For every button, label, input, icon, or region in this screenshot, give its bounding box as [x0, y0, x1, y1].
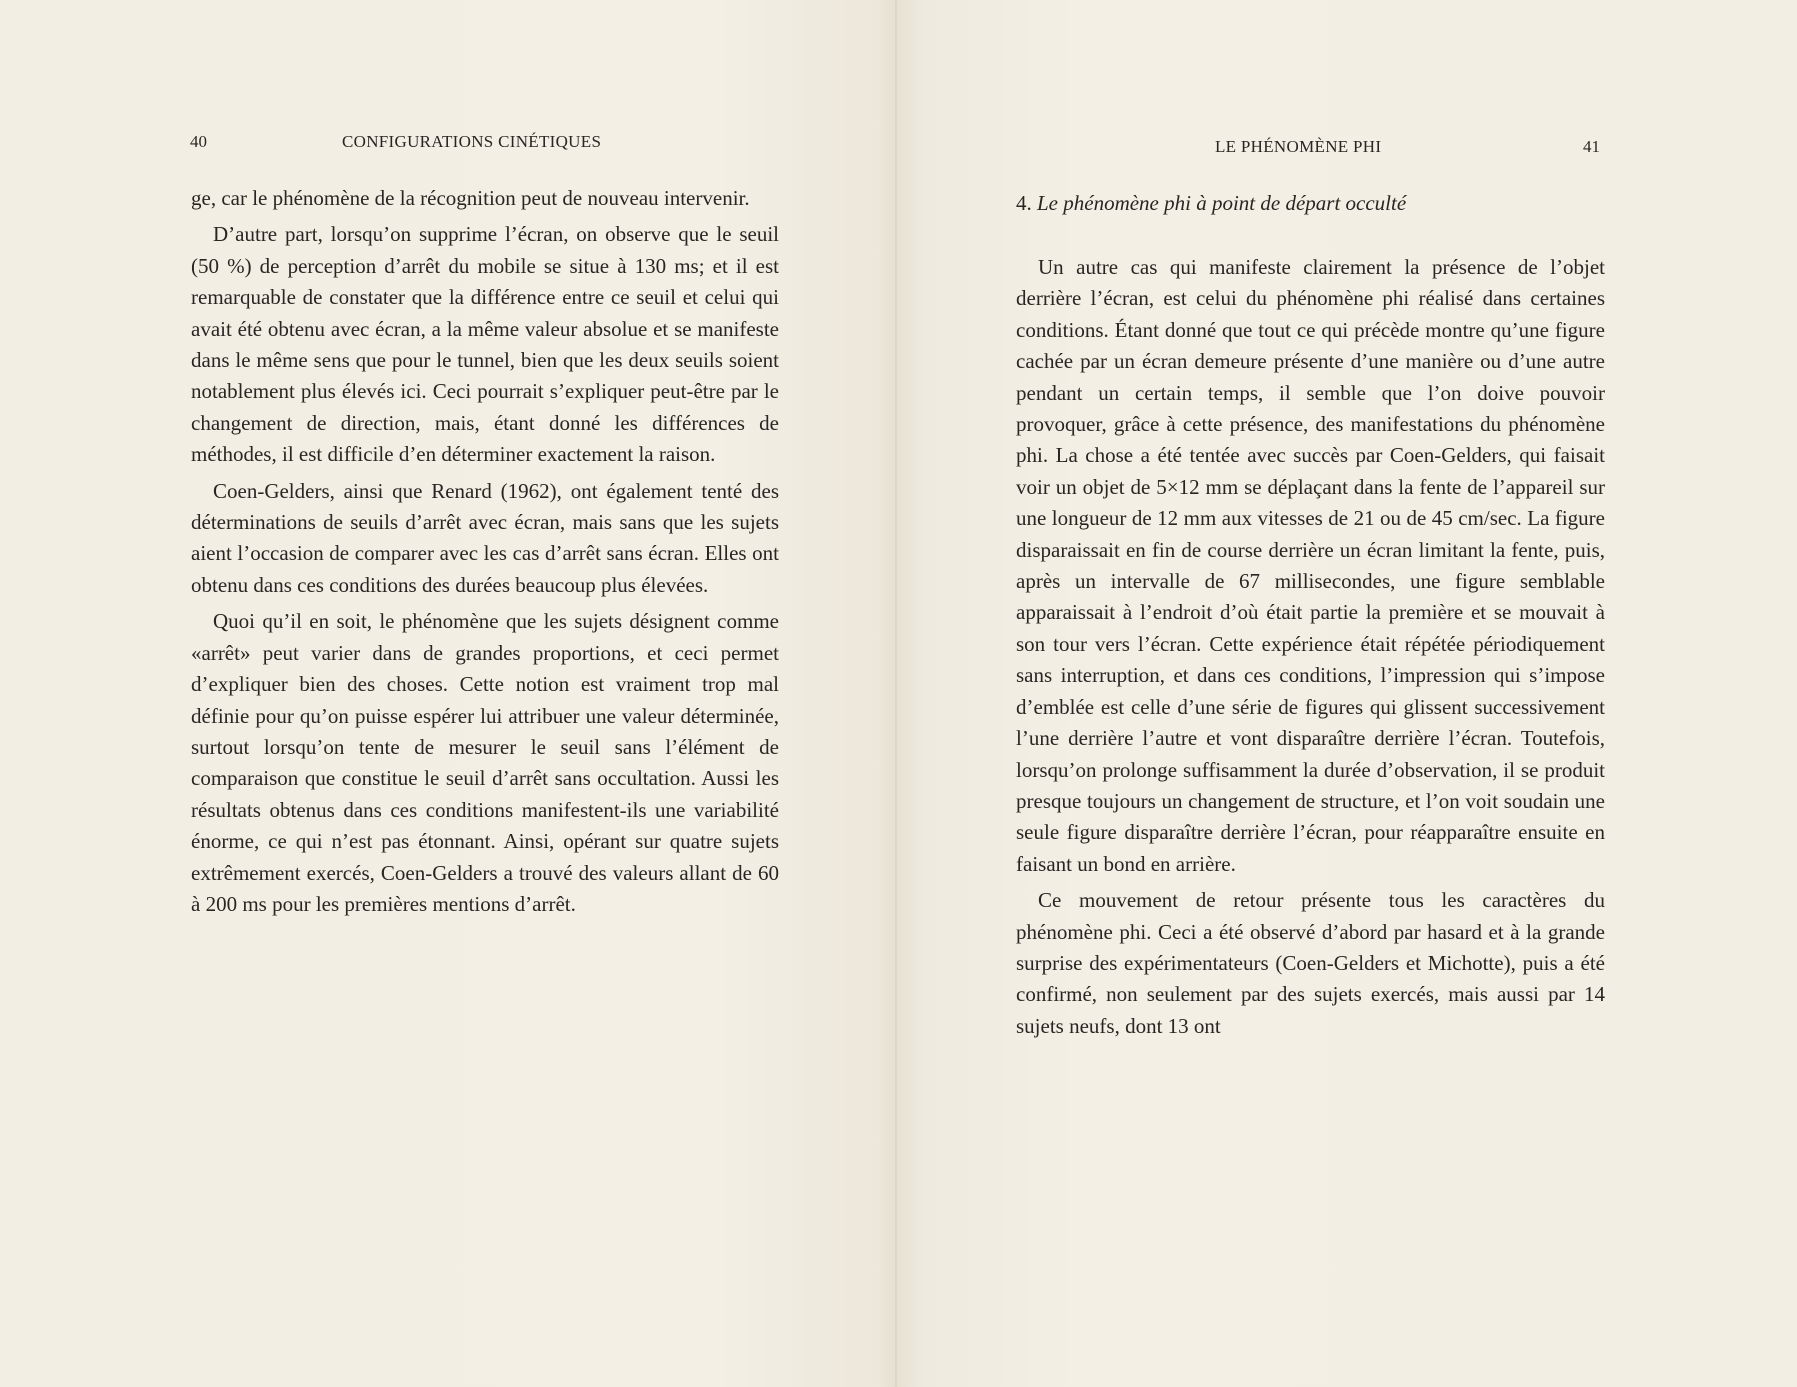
left-text-column: [191, 183, 779, 925]
section-number: 4.: [1016, 191, 1032, 215]
paragraph: D’autre part, lorsqu’on supprime l’écran, on observe que le seuil (50 %) de perception d’arrêt du mobile se situe à 130 ms; et il est remarquable de constater que la différence entre ce seuil et celui qui avait été obtenu avec écran, a la même valeur absolue et se manifeste dans le même sens que pour le tunnel, bien que les deux seuils soient notablement plus élevés ici. Ceci pourrait s’expliquer peut-être par le changement de direction, mais, étant donné les différences de méthodes, il est difficile d’en déterminer exactement la raison.: [191, 222, 779, 467]
section-heading: [1016, 191, 1406, 216]
running-head-left: CONFIGURATIONS CINÉTIQUES: [342, 132, 602, 151]
section-title: Le phénomène phi à point de départ occulté: [1037, 191, 1407, 215]
left-page: [0, 0, 897, 1387]
paragraph: Coen-Gelders, ainsi que Renard (1962), ont également tenté des déterminations de seuils d’arrêt avec écran, mais sans que les sujets aient l’occasion de comparer avec les cas d’arrêt sans écran. Elles ont obtenu dans ces conditions des durées beaucoup plus élevées.: [191, 478, 779, 597]
paragraph: Ce mouvement de retour présente tous les caractères du phénomène phi. Ceci a été observé d’abord par hasard et à la grande surprise des expérimentateurs (Coen-Gelders et Michotte), puis a été confirmé, non seulement par des sujets exercés, mais aussi par 14 sujets neufs, dont 13 ont: [1016, 888, 1605, 1038]
page-number-left: 40: [190, 132, 207, 151]
page-number-right: 41: [1583, 137, 1600, 156]
paragraph: Un autre cas qui manifeste clairement la présence de l’objet derrière l’écran, est celui du phénomène phi réalisé dans certaines conditions. Étant donné que tout ce qui précède montre qu’une figure cachée par un écran demeure présente d’une manière ou d’une autre pendant un certain temps, il semble que l’on doive pouvoir provoquer, grâce à cette présence, des manifestations du phénomène phi. La chose a été tentée avec succès par Coen-Gelders, qui faisait voir un objet de 5×12 mm se déplaçant dans la fente de l’appareil sur une longueur de 12 mm aux vitesses de 21 ou de 45 cm/sec. La figure disparaissait en fin de course derrière un écran limitant la fente, puis, après un intervalle de 67 millisecondes, une figure semblable apparaissait à l’endroit d’où était partie la première et se mouvait à son tour vers l’écran. Cette expérience était répétée périodiquement sans interruption, et dans ces conditions, l’impression qui s’impose d’emblée est celle d’une série de figures qui glissent successivement l’une derrière l’autre et vont disparaître derrière l’écran. Toutefois, lorsqu’on prolonge suffisamment la durée d’observation, il se produit presque toujours un changement de structure, et l’on voit soudain une seule figure disparaître derrière l’écran, pour réapparaître ensuite en faisant un bond en arrière.: [1016, 255, 1605, 876]
paragraph: Quoi qu’il en soit, le phénomène que les sujets désignent comme «arrêt» peut varier dans de grandes proportions, et ceci permet d’expliquer bien des choses. Cette notion est vraiment trop mal définie pour qu’on puisse espérer lui attribuer une valeur déterminée, surtout lorsqu’on tente de mesurer le seuil sans l’élément de comparaison que constitue le seuil d’arrêt sans occultation. Aussi les résultats obtenus dans ces conditions manifestent-ils une variabilité énorme, ce qui n’est pas étonnant. Ainsi, opérant sur quatre sujets extrêmement exercés, Coen-Gelders a trouvé des valeurs allant de 60 à 200 ms pour les premières mentions d’arrêt.: [191, 609, 779, 916]
running-head-right: LE PHÉNOMÈNE PHI: [1215, 137, 1382, 156]
right-page: [897, 0, 1797, 1387]
right-text-column: [1016, 252, 1605, 1047]
paragraph: ge, car le phénomène de la récognition peut de nouveau intervenir.: [191, 186, 750, 210]
